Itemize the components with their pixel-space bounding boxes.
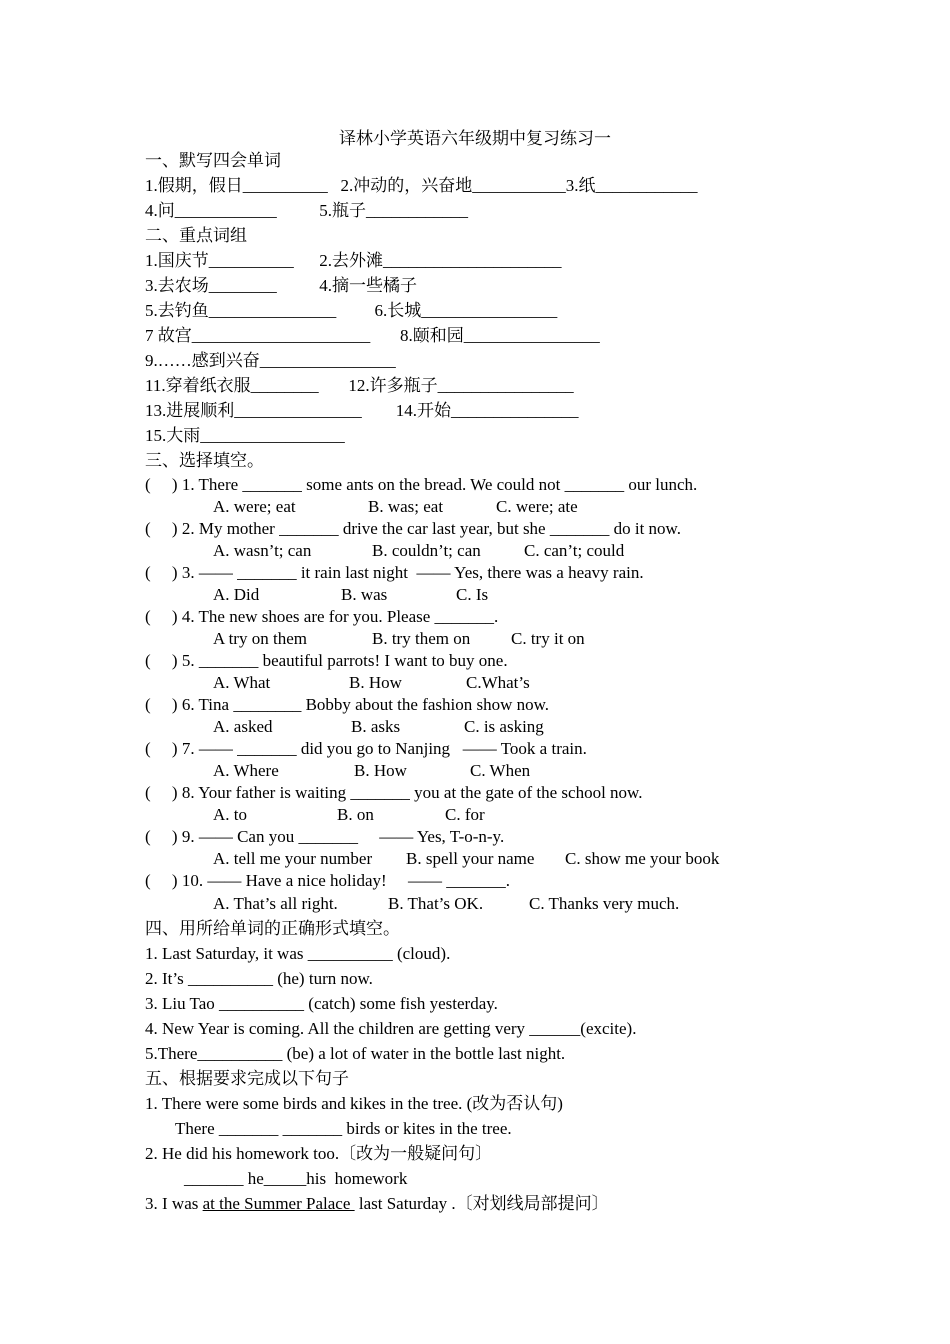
mc-option-b: B. asks [351, 717, 401, 736]
mc-question: ( ) 5. _______ beautiful parrots! I want to buy one. [145, 651, 508, 670]
mc-option-a: A. were; eat [213, 497, 296, 516]
mc-option-a: A. to [213, 805, 247, 824]
phrase-line: 9.……感到兴奋________________ [145, 351, 396, 370]
mc-option-c: C.What’s [466, 673, 530, 692]
mc-option-b: B. was [341, 585, 388, 604]
section-3-heading: 三、选择填空。 [145, 451, 264, 470]
vocab-line: 4.问____________ 5.瓶子____________ [145, 201, 468, 220]
mc-option-c: C. for [445, 805, 485, 824]
fill-line: 5.There__________ (be) a lot of water in the bottle last night. [145, 1044, 566, 1063]
mc-option-b: B. was; eat [368, 497, 444, 516]
section-1-heading: 一、默写四会单词 [145, 151, 281, 170]
section-5-heading: 五、根据要求完成以下句子 [145, 1069, 349, 1088]
section-2-heading: 二、重点词组 [145, 226, 247, 245]
mc-question: ( ) 3. —— _______ it rain last night —— Yes, there was a heavy rain. [145, 563, 644, 582]
vocab-line: 1.假期，假日__________ 2.冲动的，兴奋地___________3.纸____________ [145, 176, 698, 195]
mc-option-b: B. try them on [372, 629, 471, 648]
mc-question: ( ) 7. —— _______ did you go to Nanjing —— Took a train. [145, 739, 587, 758]
phrase-line: 5.去钓鱼_______________ 6.长城________________ [145, 301, 558, 320]
mc-option-a: A. wasn’t; can [213, 541, 312, 560]
phrase-line: 11.穿着纸衣服________ 12.许多瓶子________________ [145, 376, 574, 395]
phrase-line: 15.大雨_________________ [145, 426, 345, 445]
mc-option-c: C. When [470, 761, 531, 780]
phrase-line: 13.进展顺利_______________ 14.开始_______________ [145, 401, 579, 420]
underlined-phrase: at the Summer Palace [202, 1194, 355, 1213]
mc-option-a: A. What [213, 673, 271, 692]
mc-option-a: A try on them [213, 629, 307, 648]
section-4-heading: 四、用所给单词的正确形式填空。 [145, 919, 400, 938]
fill-line: 3. Liu Tao __________ (catch) some fish yesterday. [145, 994, 498, 1013]
fill-line: 1. Last Saturday, it was __________ (cloud). [145, 944, 451, 963]
mc-option-a: A. Did [213, 585, 260, 604]
mc-option-a: A. tell me your number [213, 849, 373, 868]
fill-line: 4. New Year is coming. All the children are getting very ______(excite). [145, 1019, 637, 1038]
mc-question: ( ) 1. There _______ some ants on the bread. We could not _______ our lunch. [145, 475, 698, 494]
mc-option-c: C. is asking [464, 717, 544, 736]
mc-option-c: C. can’t; could [524, 541, 625, 560]
transform-question: 2. He did his homework too.〔改为一般疑问句〕 [145, 1144, 493, 1163]
page-title: 译林小学英语六年级期中复习练习一 [339, 129, 611, 148]
transform-answer: _______ he_____his homework [184, 1169, 408, 1188]
transform-q3-prefix: 3. I was [145, 1194, 203, 1213]
mc-question: ( ) 2. My mother _______ drive the car last year, but she _______ do it now. [145, 519, 681, 538]
transform-question: 1. There were some birds and kikes in the tree. (改为否认句) [145, 1094, 563, 1113]
transform-answer: There _______ _______ birds or kites in the tree. [175, 1119, 512, 1138]
mc-option-b: B. How [354, 761, 407, 780]
mc-question: ( ) 6. Tina ________ Bobby about the fashion show now. [145, 695, 550, 714]
mc-option-c: C. show me your book [565, 849, 720, 868]
mc-option-b: B. How [349, 673, 402, 692]
phrase-line: 1.国庆节__________ 2.去外滩_____________________ [145, 251, 562, 270]
mc-option-a: A. Where [213, 761, 279, 780]
mc-option-b: B. That’s OK. [388, 894, 484, 913]
transform-q3-suffix: last Saturday .〔对划线局部提问〕 [354, 1194, 609, 1213]
mc-option-c: C. Thanks very much. [529, 894, 680, 913]
phrase-line: 7 故宫_____________________ 8.颐和园________________ [145, 326, 600, 345]
mc-option-b: B. couldn’t; can [372, 541, 481, 560]
mc-option-c: C. Is [456, 585, 489, 604]
mc-option-c: C. try it on [511, 629, 585, 648]
fill-line: 2. It’s __________ (he) turn now. [145, 969, 373, 988]
mc-option-c: C. were; ate [496, 497, 578, 516]
mc-question: ( ) 10. —— Have a nice holiday! —— _______. [145, 871, 510, 890]
mc-option-b: B. on [337, 805, 374, 824]
mc-question: ( ) 8. Your father is waiting _______ you at the gate of the school now. [145, 783, 643, 802]
mc-option-a: A. asked [213, 717, 273, 736]
mc-option-b: B. spell your name [406, 849, 535, 868]
mc-question: ( ) 4. The new shoes are for you. Please _______. [145, 607, 499, 626]
mc-option-a: A. That’s all right. [213, 894, 338, 913]
transform-question [145, 1193, 609, 1215]
mc-question: ( ) 9. —— Can you _______ —— Yes, T-o-n-y. [145, 827, 505, 846]
phrase-line: 3.去农场________ 4.摘一些橘子 [145, 276, 417, 295]
